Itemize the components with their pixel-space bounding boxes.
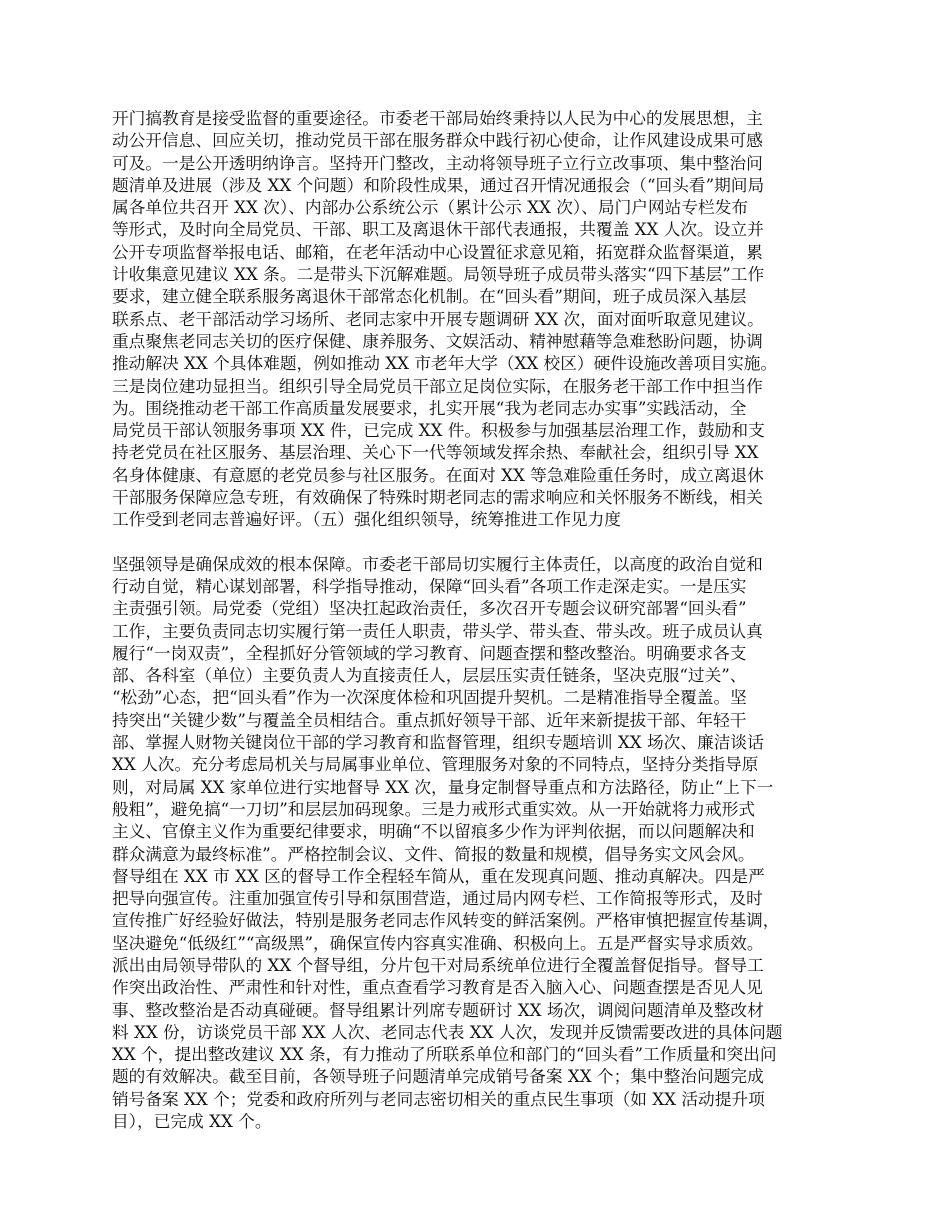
text-line: 派出由局领导带队的 XX 个督导组，分片包干对局系统单位进行全覆盖督促指导。督导工 — [112, 954, 764, 975]
text-line: 可及。一是公开透明纳诤言。坚持开门整改，主动将领导班子立行立改事项、集中整治问 — [112, 152, 763, 173]
text-line: 为。围绕推动老干部工作高质量发展要求，扎实开展“我为老同志办实事”实践活动，全 — [112, 397, 747, 418]
text-line: 计收集意见建议 XX 条。二是带头下沉解难题。局领导班子成员带头落实“四下基层”工作 — [112, 264, 765, 285]
text-line: 动公开信息、回应关切，推动党员干部在服务群众中践行初心使命，让作风建设成果可感 — [112, 130, 763, 151]
text-line: 公开专项监督举报电话、邮箱，在老年活动中心设置征求意见箱，拓宽群众监督渠道，累 — [112, 241, 763, 262]
text-line: 持老党员在社区服务、基层治理、关心下一代等领域发挥余热、奉献社会，组织引导 XX — [112, 442, 759, 463]
text-line: 推动解决 XX 个具体难题，例如推动 XX 市老年大学（XX 校区）硬件设施改善项目实施。 — [112, 353, 778, 374]
text-line: 料 XX 份，访谈党员干部 XX 人次、老同志代表 XX 人次，发现并反馈需要改进的具体问题 — [112, 1021, 783, 1042]
text-line: 销号备案 XX 个；党委和政府所列与老同志密切相关的重点民生事项（如 XX 活动提升项 — [112, 1088, 765, 1109]
text-line: 主义、官僚主义作为重要纪律要求，明确“不以留痕多少作为评判依据，而以问题解决和 — [112, 821, 755, 842]
text-line: 履行“一岗双责”，全程抓好分管领域的学习教育、问题查摆和整改整治。明确要求各支 — [112, 642, 747, 663]
text-line: “松劲”心态，把“回头看”作为一次深度体检和巩固提升契机。二是精准指导全覆盖。坚 — [112, 687, 747, 708]
body-paragraph-1 — [112, 107, 852, 531]
document-page — [112, 107, 852, 1132]
text-line: 名身体健康、有意愿的老党员参与社区服务。在面对 XX 等急难险重任务时，成立离退休 — [112, 464, 764, 485]
text-line: 主责强引领。局党委（党组）坚决扛起政治责任，多次召开专题会议研究部署“回头看” — [112, 598, 747, 619]
text-line: 联系点、老干部活动学习场所、老同志家中开展专题调研 XX 次，面对面听取意见建议。 — [112, 308, 764, 329]
text-line: XX 人次。充分考虑局机关与局属事业单位、管理服务对象的不同特点，坚持分类指导原 — [112, 754, 759, 775]
body-paragraph-2 — [112, 553, 852, 1133]
text-line: 行动自觉，精心谋划部署，科学指导推动，保障“回头看”各项工作走深走实。一是压实 — [112, 575, 747, 596]
text-line: 作突出政治性、严肃性和针对性，重点查看学习教育是否入脑入心、问题查摆是否见人见 — [112, 977, 763, 998]
text-line: 题的有效解决。截至目前，各领导班子问题清单完成销号备案 XX 个；集中整治问题完成 — [112, 1066, 764, 1087]
text-line: 属各单位共召开 XX 次）、内部办公系统公示（累计公示 XX 次）、局门户网站专栏发布 — [112, 197, 749, 218]
text-line: 部、各科室（单位）主要负责人为直接责任人，层层压实责任链条，坚决克服“过关”、 — [112, 665, 747, 686]
text-line: 题清单及进展（涉及 XX 个问题）和阶段性成果，通过召开情况通报会（“回头看”期间局 — [112, 174, 765, 195]
text-line: 督导组在 XX 市 XX 区的督导工作全程轻车简从，重在发现真问题、推动真解决。四是严 — [112, 865, 765, 886]
text-line: 把导向强宣传。注重加强宣传引导和氛围营造，通过局内网专栏、工作简报等形式，及时 — [112, 888, 763, 909]
text-line: 则，对局属 XX 家单位进行实地督导 XX 次，量身定制督导重点和方法路径，防止“上下一 — [112, 776, 774, 797]
text-line: 群众满意为最终标准”。严格控制会议、文件、简报的数量和规模，倡导务实文风会风。 — [112, 843, 755, 864]
text-line: 工作受到老同志普遍好评。（五）强化组织领导，统筹推进工作见力度 — [112, 509, 621, 530]
text-line: 干部服务保障应急专班，有效确保了特殊时期老同志的需求响应和关怀服务不断线，相关 — [112, 487, 763, 508]
text-line: 要求，建立健全联系服务离退休干部常态化机制。在“回头看”期间，班子成员深入基层 — [112, 286, 747, 307]
text-line: 三是岗位建功显担当。组织引导全局党员干部立足岗位实际，在服务老干部工作中担当作 — [112, 375, 763, 396]
text-line: 坚决避免“低级红”“高级黑”，确保宣传内容真实准确、积极向上。五是严督实导求质效。 — [112, 932, 764, 953]
text-line: 工作，主要负责同志切实履行第一责任人职责，带头学、带头查、带头改。班子成员认真 — [112, 620, 763, 641]
text-line: 开门搞教育是接受监督的重要途径。市委老干部局始终秉持以人民为中心的发展思想，主 — [112, 108, 763, 128]
text-line: 事、整改整治是否动真碰硬。督导组累计列席专题研讨 XX 场次，调阅问题清单及整改材 — [112, 999, 764, 1020]
text-line: 坚强领导是确保成效的根本保障。市委老干部局切实履行主体责任，以高度的政治自觉和 — [112, 553, 763, 574]
text-line: 等形式，及时向全局党员、干部、职工及离退休干部代表通报，共覆盖 XX 人次。设立并 — [112, 219, 764, 240]
text-line: 部、掌握人财物关键岗位干部的学习教育和监督管理，组织专题培训 XX 场次、廉洁谈话 — [112, 732, 764, 753]
text-line: 持突出“关键少数”与覆盖全员相结合。重点抓好领导干部、近年来新提拔干部、年轻干 — [112, 709, 747, 730]
text-line: 般粗”，避免搞“一刀切”和层层加码现象。三是力戒形式重实效。从一开始就将力戒形式 — [112, 798, 756, 819]
text-line: 重点聚焦老同志关切的医疗保健、康养服务、文娱活动、精神慰藉等急难愁盼问题，协调 — [112, 330, 763, 351]
text-line: 局党员干部认领服务事项 XX 件，已完成 XX 件。积极参与加强基层治理工作，鼓励和支 — [112, 420, 765, 441]
text-line: 宣传推广好经验好做法，特别是服务老同志作风转变的鲜活案例。严格审慎把握宣传基调， — [112, 910, 780, 931]
text-line: 目），已完成 XX 个。 — [112, 1111, 272, 1132]
text-line: XX 个，提出整改建议 XX 条，有力推动了所联系单位和部门的“回头看”工作质量和突出问 — [112, 1044, 777, 1065]
